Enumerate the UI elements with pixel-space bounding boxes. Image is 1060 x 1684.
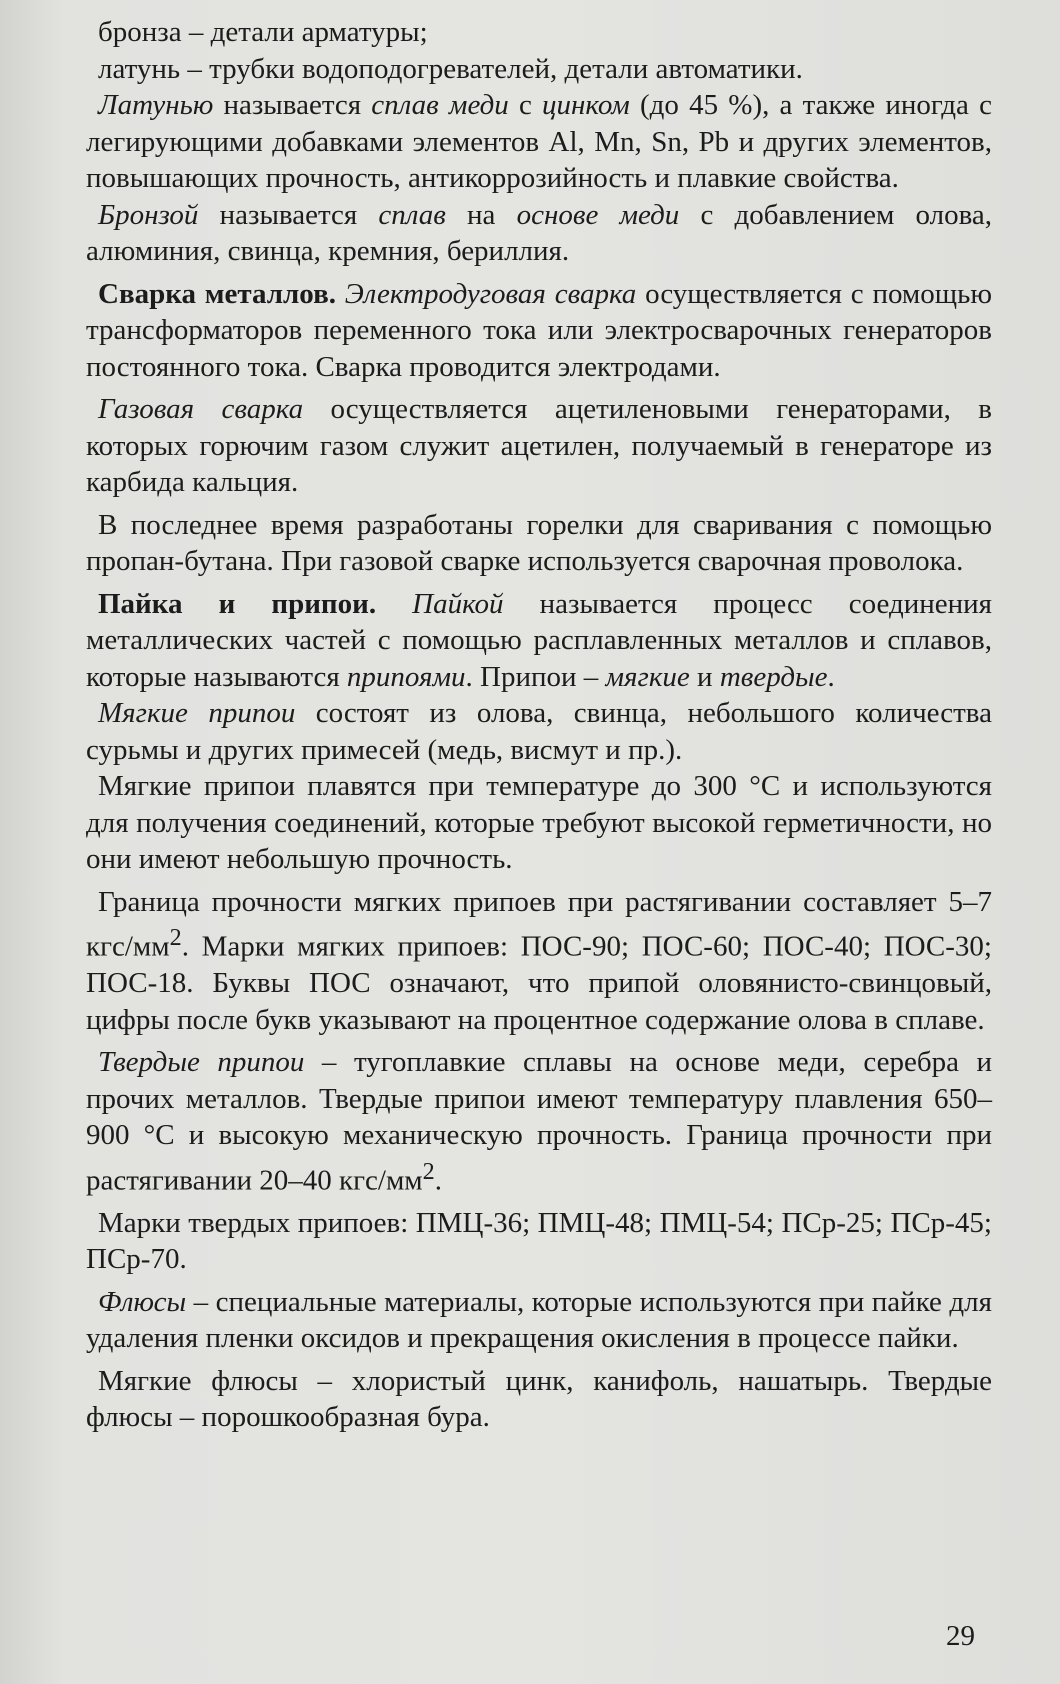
paragraph-bronze-definition: Бронзой называется сплав на основе меди с добавлением олова, алюминия, свинца, кремния, бериллия. bbox=[86, 198, 992, 267]
page-number: 29 bbox=[946, 1620, 975, 1652]
paragraph-brass-definition: Латунью называется сплав меди с цинком (до 45 %), а также иногда с легирующими добавками элементов Al, Mn, Sn, Pb и других элементов, повышающих прочность, антикоррозийность и плавкие свойства. bbox=[86, 89, 992, 194]
paragraph-flux: Флюсы – специальные материалы, которые используются при пайке для удаления пленки оксидов и прекращения окисления в процессе пайки. bbox=[86, 1285, 992, 1355]
paragraph-flux-types: Мягкие флюсы – хлористый цинк, канифоль, нашатырь. Твердые флюсы – порошкообразная бура. bbox=[86, 1364, 992, 1434]
paragraph-propane: В последнее время разработаны горелки для сваривания с помощью пропан-бутана. При газовой сварке используется сварочная проволока. bbox=[86, 508, 992, 577]
page-body bbox=[86, 14, 992, 1442]
paragraph-soldering: Пайка и припои. Пайкой называется процесс соединения металлических частей с помощью расплавленных металлов и сплавов, которые называются припоями. Припои – мягкие и твердые. bbox=[86, 587, 992, 693]
paragraph-gas-welding: Газовая сварка осуществляется ацетиленовыми генераторами, в которых горючим газом служит ацетилен, получаемый в генераторе из карбида кальция. bbox=[86, 393, 993, 498]
paragraph-soft-strength: Граница прочности мягких припоев при растягивании составляет 5–7 кгс/$мм^2$. Марки мягких припоев: ПОС-90; ПОС-60; ПОС-40; ПОС-30; ПОС-18. Буквы ПОС означают, что припой оловянисто-свинцовый, цифры после букв указывают на процентное содержание олова в сплаве. bbox=[86, 885, 992, 1036]
paragraph-hard-marks: Марки твердых припоев: ПМЦ-36; ПМЦ-48; ПМЦ-54; ПСр-25; ПСр-45; ПСр-70. bbox=[86, 1206, 992, 1276]
paragraph-soft-melting: Мягкие припои плавятся при температуре до 300 °С и используются для получения соединений, которые требуют высокой герметичности, но они имеют небольшую прочность. bbox=[86, 770, 992, 875]
paragraph-hard-solder: Твердые припои – тугоплавкие сплавы на основе меди, серебра и прочих металлов. Твердые припои имеют температуру плавления 650–900 °С и высокую механическую прочность. Граница прочности при растягивании 20–40 кгс/$мм^2$. bbox=[86, 1046, 993, 1197]
paragraph-welding: Сварка металлов. Электродуговая сварка осуществляется с помощью трансформаторов переменного тока или электросварочных генераторов постоянного тока. Сварка проводится электродами. bbox=[86, 277, 992, 383]
section-heading-welding: Сварка металлов. bbox=[98, 277, 336, 310]
paragraph-brass-use: латунь – трубки водоподогревателей, детали автоматики. bbox=[98, 52, 803, 85]
paragraph-soft-solder: Мягкие припои состоят из олова, свинца, небольшого количества сурьмы и других примесей (медь, висмут и пр.). bbox=[86, 697, 992, 766]
section-heading-soldering: Пайка и припои. bbox=[98, 587, 377, 620]
paragraph-bronze-use: бронза – детали арматуры; bbox=[98, 16, 428, 48]
